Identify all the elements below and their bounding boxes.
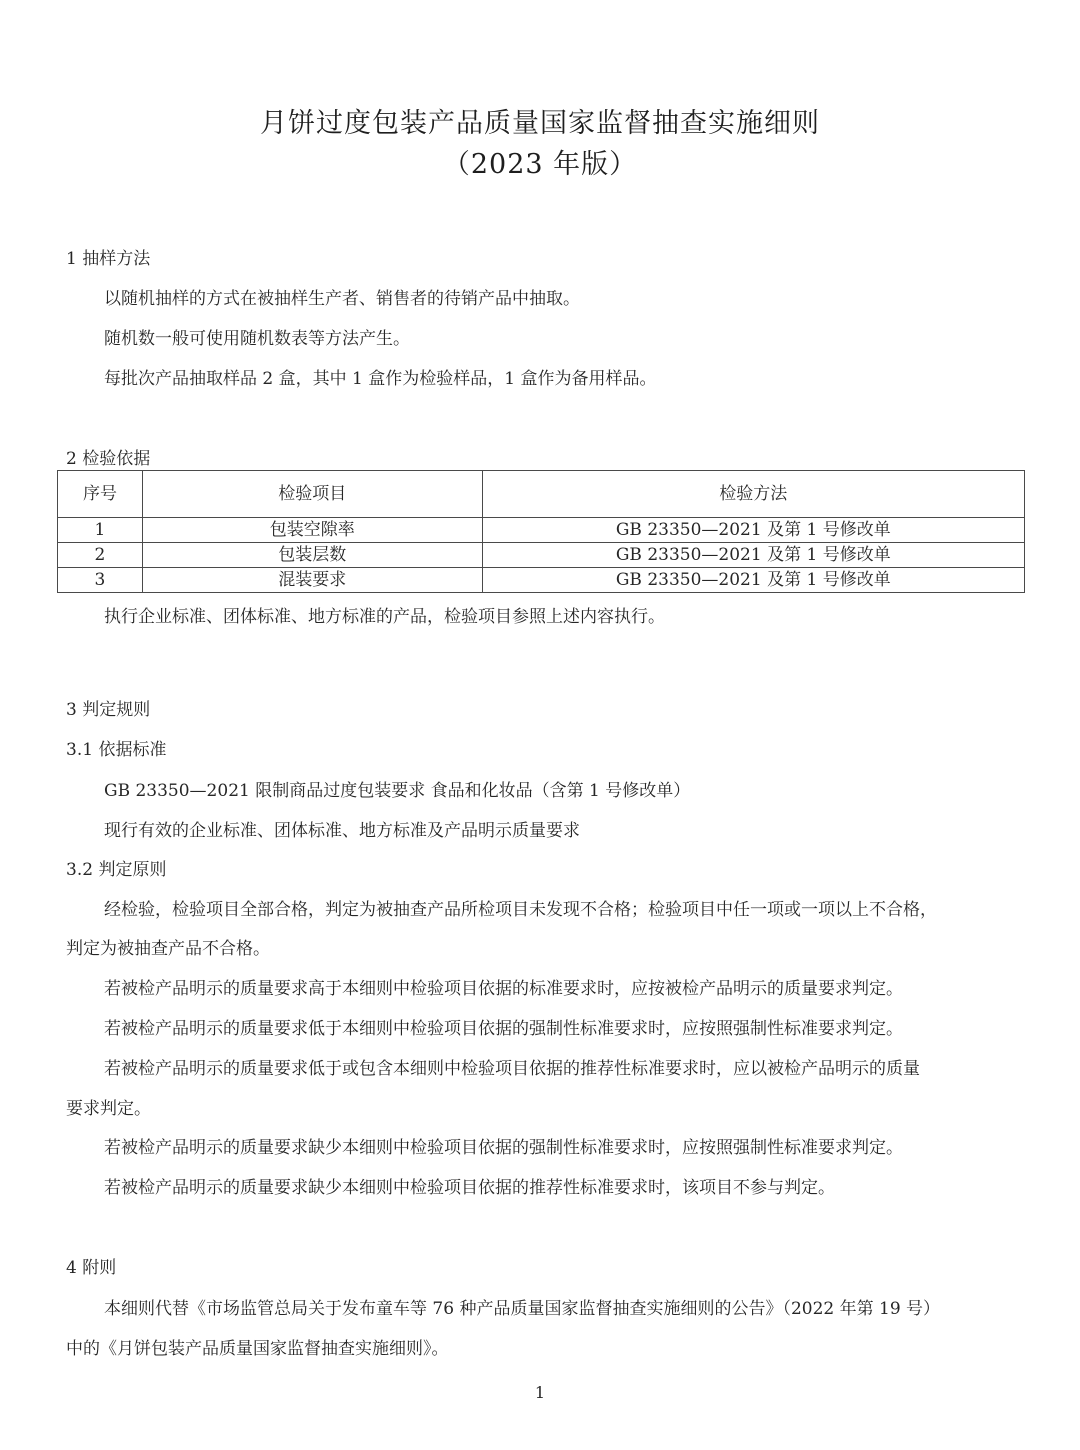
- document-title: 月饼过度包装产品质量国家监督抽查实施细则: [260, 108, 820, 139]
- cell-index: 1: [58, 518, 143, 543]
- paragraph: GB 23350—2021 限制商品过度包装要求 食品和化妆品（含第 1 号修改单）: [104, 781, 691, 801]
- paragraph: 本细则代替《市场监管总局关于发布童车等 76 种产品质量国家监督抽查实施细则的公告》（2022 年第 19 号）: [104, 1299, 941, 1319]
- paragraph: 若被检产品明示的质量要求缺少本细则中检验项目依据的推荐性标准要求时，该项目不参与判定。: [104, 1178, 835, 1198]
- document-subtitle: （2023 年版）: [442, 149, 638, 180]
- table-row: [58, 543, 1025, 568]
- paragraph: 若被检产品明示的质量要求缺少本细则中检验项目依据的强制性标准要求时，应按照强制性标准要求判定。: [104, 1138, 903, 1158]
- paragraph: 现行有效的企业标准、团体标准、地方标准及产品明示质量要求: [104, 821, 580, 841]
- table-header-row: [58, 471, 1025, 518]
- cell-method: GB 23350—2021 及第 1 号修改单: [482, 568, 1024, 593]
- paragraph: 每批次产品抽取样品 2 盒，其中 1 盒作为检验样品，1 盒作为备用样品。: [104, 369, 657, 389]
- paragraph: 经检验，检验项目全部合格，判定为被抽查产品所检项目未发现不合格；检验项目中任一项或一项以上不合格，: [104, 900, 937, 920]
- section-3-2-heading: 3.2 判定原则: [66, 860, 167, 880]
- paragraph: 若被检产品明示的质量要求低于本细则中检验项目依据的强制性标准要求时，应按照强制性标准要求判定。: [104, 1019, 903, 1039]
- paragraph-continuation: 判定为被抽查产品不合格。: [66, 939, 270, 959]
- paragraph-continuation: 要求判定。: [66, 1099, 151, 1119]
- paragraph-continuation: 中的《月饼包装产品质量国家监督抽查实施细则》。: [66, 1339, 449, 1359]
- section-2-heading: 2 检验依据: [66, 449, 151, 469]
- section-1-heading: 1 抽样方法: [66, 249, 151, 269]
- cell-index: 2: [58, 543, 143, 568]
- paragraph: 若被检产品明示的质量要求低于或包含本细则中检验项目依据的推荐性标准要求时，应以被检产品明示的质量: [104, 1059, 920, 1079]
- cell-method: GB 23350—2021 及第 1 号修改单: [482, 543, 1024, 568]
- section-3-heading: 3 判定规则: [66, 700, 151, 720]
- column-header-method: 检验方法: [482, 471, 1024, 518]
- inspection-table: [57, 470, 1025, 593]
- table-row: [58, 568, 1025, 593]
- cell-item: 包装空隙率: [142, 518, 482, 543]
- section-3-1-heading: 3.1 依据标准: [66, 740, 167, 760]
- cell-index: 3: [58, 568, 143, 593]
- table-note: 执行企业标准、团体标准、地方标准的产品，检验项目参照上述内容执行。: [104, 607, 665, 627]
- column-header-index: 序号: [58, 471, 143, 518]
- paragraph: 随机数一般可使用随机数表等方法产生。: [104, 329, 410, 349]
- section-4-heading: 4 附则: [66, 1258, 117, 1278]
- column-header-item: 检验项目: [142, 471, 482, 518]
- cell-item: 混装要求: [142, 568, 482, 593]
- cell-method: GB 23350—2021 及第 1 号修改单: [482, 518, 1024, 543]
- paragraph: 若被检产品明示的质量要求高于本细则中检验项目依据的标准要求时，应按被检产品明示的质量要求判定。: [104, 979, 903, 999]
- table-row: [58, 518, 1025, 543]
- page-number: 1: [534, 1383, 546, 1402]
- cell-item: 包装层数: [142, 543, 482, 568]
- paragraph: 以随机抽样的方式在被抽样生产者、销售者的待销产品中抽取。: [104, 289, 580, 309]
